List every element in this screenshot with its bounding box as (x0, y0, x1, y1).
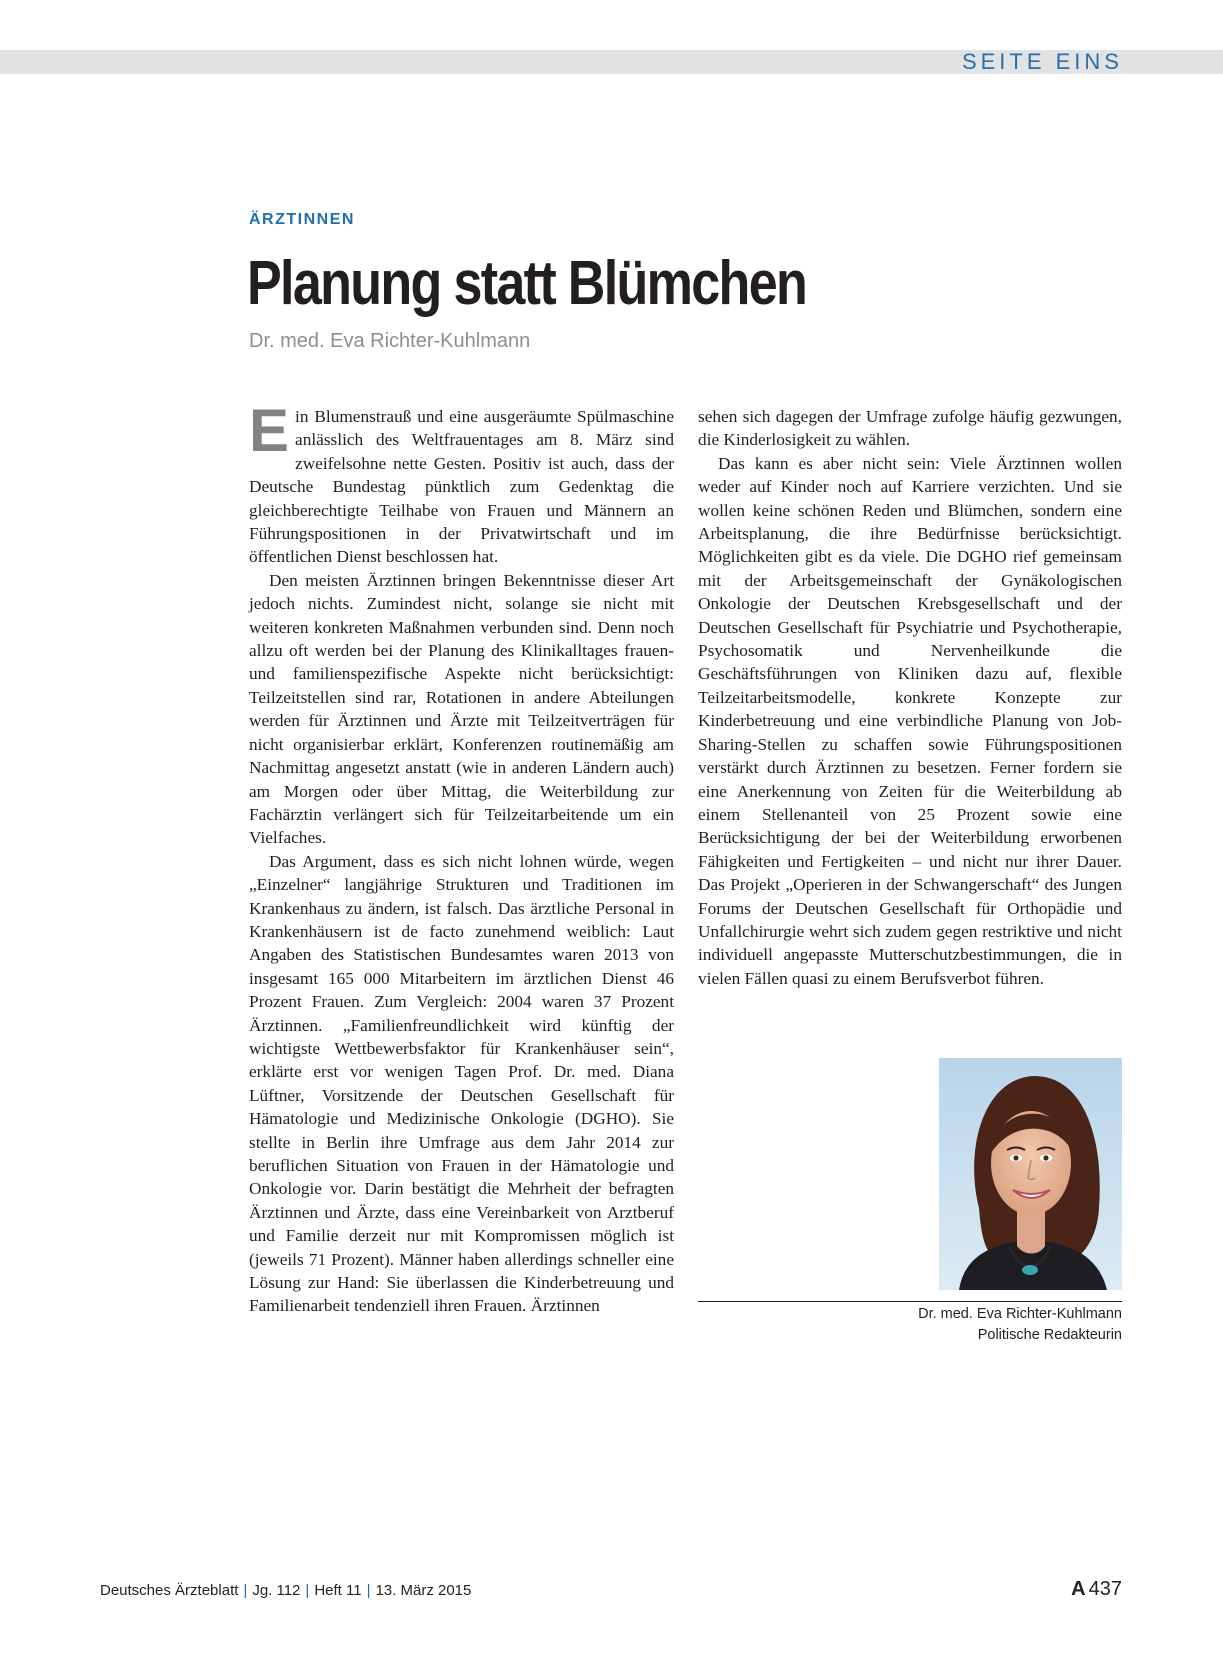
portrait-image (939, 1058, 1122, 1290)
paragraph-3: Das Argument, dass es sich nicht lohnen würde, wegen „Einzelner“ langjährige Strukturen und Traditionen im Krankenhaus zu ändern, ist falsch. Das ärztliche Personal in Krankenhäusern ist de facto zunehmend weiblich: Laut Angaben des Statistischen Bundesamtes waren 2013 von insgesamt 165 000 Mitarbeitern im ärztlichen Dienst 46 Prozent Frauen. Zum Vergleich: 2004 waren 37 Prozent Ärztinnen. „Familienfreundlichkeit wird künftig der wichtigste Wettbewerbsfaktor für Krankenhäuser sein“, erklärte erst vor wenigen Tagen Prof. Dr. med. Diana Lüftner, Vorsitzende der Deutschen Gesellschaft für Hämatologie und Medizinische Onkologie (DGHO). Sie stellte in Berlin ihre Umfrage aus dem Jahr 2014 zur beruflichen Situation von Frauen in der Hämatologie und Onkologie vor. Darin bestätigt die Mehrheit der befragten Ärztinnen und Ärzte, dass eine Vereinbarkeit von Arztberuf und Familie derzeit nur mit Kompromissen möglich ist (jeweils 71 Prozent). Männer haben allerdings schneller eine Lösung zur Hand: Sie überlassen die Kinderbetreuung und Familienarbeit tendenziell ihren Frauen. Ärztinnen (249, 851, 674, 1316)
paragraph-4: Das kann es aber nicht sein: Viele Ärztinnen wollen weder auf Kinder noch auf Karriere verzichten. Und sie wollen keine schönen Reden und Blümchen, sondern eine Arbeitsplanung, die ihre Bedürfnisse berücksichtigt. Möglichkeiten gibt es da viele. Die DGHO rief gemeinsam mit der Arbeitsgemeinschaft der Gynäkologischen Onkologie der Deutschen Krebsgesellschaft und der Deutschen Gesellschaft für Psychiatrie und Psychotherapie, Psychosomatik und Nervenheilkunde die Geschäftsführungen von Kliniken dazu auf, flexible Teilzeitarbeitsmodelle, konkrete Konzepte zur Kinderbetreuung und eine verbindliche Planung von Job-Sharing-Stellen zu schaffen sowie Führungspositionen verstärkt durch Ärztinnen zu besetzen. Ferner fordern sie eine Anerkennung von Zeiten für die Weiterbildung ab einem Stellenanteil von 25 Prozent sowie eine Berücksichtigung der bei der Weiterbildung erworbenen Fähigkeiten und Fertigkeiten – und nicht nur ihrer Dauer. Das Projekt „Operieren in der Schwangerschaft“ des Jungen Forums der Deutschen Gesellschaft für Orthopädie und Unfallchirurgie wehrt sich zudem gegen restriktive und nicht individuell angepasste Mutterschutzbestimmungen, die in vielen Fällen quasi zu einem Berufsverbot führen. (698, 453, 1122, 988)
caption-name: Dr. med. Eva Richter-Kuhlmann (918, 1306, 1122, 1322)
article-column-right (698, 405, 1122, 990)
lead-paragraph (249, 397, 674, 569)
photo-caption (918, 1304, 1122, 1346)
article-kicker: ÄRZTINNEN (249, 211, 355, 228)
lead-paragraph-text: in Blumenstrauß und eine ausgeräumte Spülmaschine anlässlich des Weltfrauentages am 8. März sind zweifelsohne nette Gesten. Positiv ist auch, dass der Deutsche Bundestag pünktlich zum Gedenktag die gleichberechtigte Teilhabe von Frauen und Männern an Führungspositionen in der Privatwirtschaft und im öffentlichen Dienst beschlossen hat. (249, 407, 674, 567)
footer-separator: | (366, 1582, 371, 1599)
footer-separator: | (243, 1582, 248, 1599)
page-number-value: 437 (1088, 1578, 1122, 1600)
caption-role: Politische Redakteurin (977, 1327, 1122, 1343)
article-column-left (249, 397, 674, 1318)
section-label: SEITE EINS (961, 49, 1123, 74)
drop-cap: E (249, 397, 290, 464)
footer-volume: Jg. 112 (252, 1582, 301, 1599)
caption-rule (698, 1301, 1122, 1302)
page-number (1071, 1578, 1122, 1601)
paragraph-3-continued: sehen sich dagegen der Umfrage zufolge häufig gezwungen, die Kinderlosigkeit zu wählen. (698, 407, 1122, 450)
section-bar (0, 50, 1223, 74)
paragraph-2: Den meisten Ärztinnen bringen Bekenntnisse dieser Art jedoch nichts. Zumindest nicht, solange sie nicht mit weiteren konkreten Maßnahmen verbunden sind. Denn noch allzu oft werden bei der Planung des Klinikalltages frauen- und familienspezifische Aspekte nicht berücksichtigt: Teilzeitstellen sind rar, Rotationen in andere Abteilungen werden für Ärztinnen und Ärzte mit Teilzeitverträgen für nicht organisierbar erklärt, Konferenzen routinemäßig am Nachmittag angesetzt anstatt (wie in anderen Ländern auch) am Morgen oder über Mittag, die Weiterbildung zur Fachärztin verlängert sich für Teilzeitarbeitende um ein Vielfaches. (249, 570, 674, 848)
page-footer (100, 1582, 471, 1599)
author-photo (939, 1058, 1122, 1290)
footer-publication: Deutsches Ärzteblatt (100, 1582, 239, 1599)
article-byline: Dr. med. Eva Richter-Kuhlmann (249, 330, 531, 352)
article-title: Planung statt Blümchen (247, 249, 807, 318)
footer-issue: Heft 11 (314, 1582, 362, 1599)
page-prefix: A (1071, 1578, 1086, 1600)
footer-separator: | (305, 1582, 310, 1599)
footer-date: 13. März 2015 (375, 1582, 472, 1599)
